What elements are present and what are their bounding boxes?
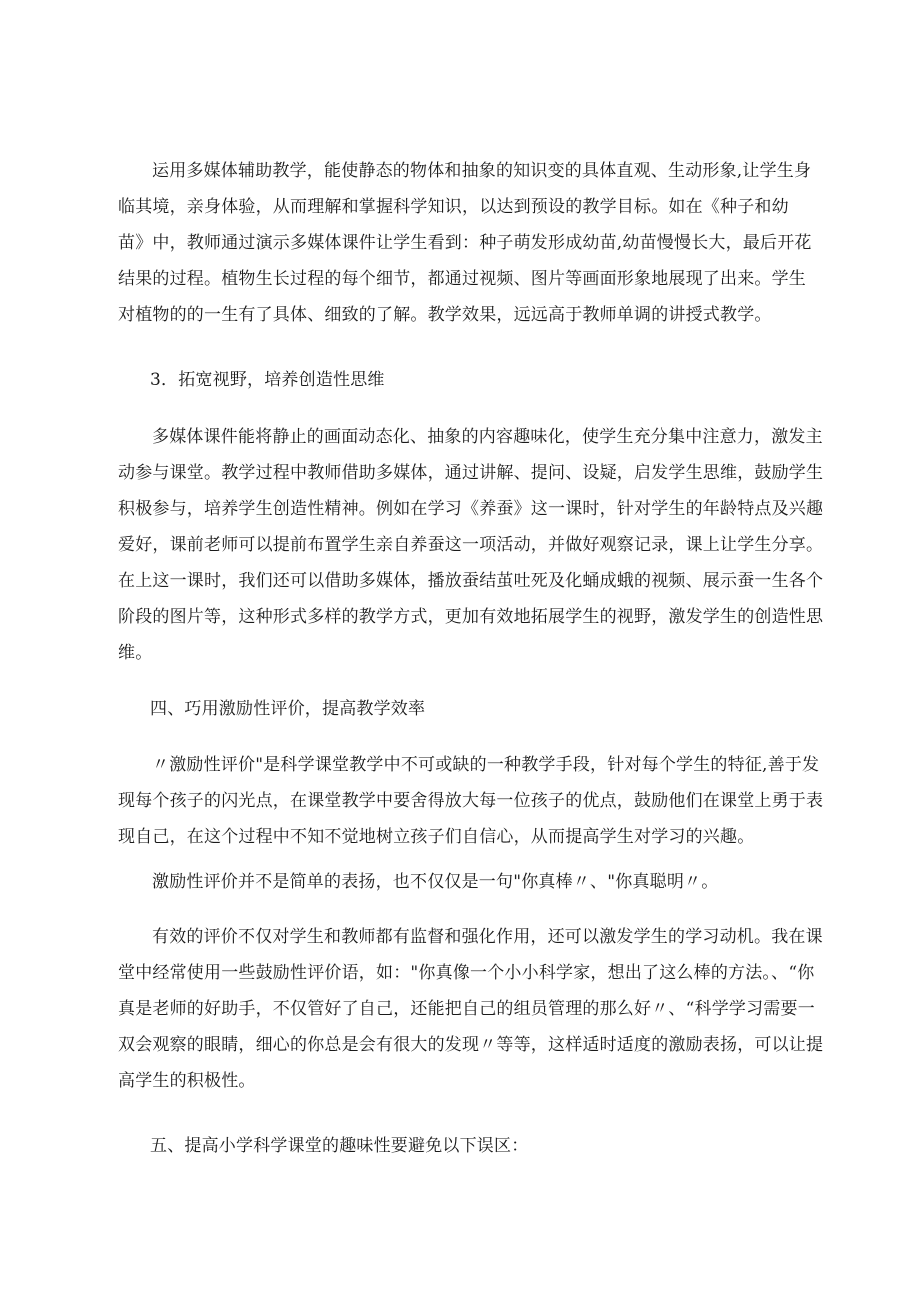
paragraph-5-line-4: 双会观察的眼睛，细心的你总是会有很大的发现〃等等，这样适时适度的激励表扬，可以让提 — [118, 1035, 824, 1055]
paragraph-3-line-3: 现自己，在这个过程中不知不觉地树立孩子们自信心，从而提高学生对学习的兴趣。 — [118, 827, 755, 847]
paragraph-2-line-7: 维。 — [118, 643, 153, 663]
paragraph-2-line-4: 爱好，课前老师可以提前布置学生亲自养蚕这一项活动，并做好观察记录，课上让学生分享。 — [118, 535, 824, 555]
paragraph-5-line-5: 高学生的积极性。 — [118, 1071, 256, 1091]
paragraph-2-line-6: 阶段的图片等，这种形式多样的教学方式，更加有效地拓展学生的视野，激发学生的创造性思 — [118, 607, 824, 627]
paragraph-3-line-1: 〃激励性评价"是科学课堂教学中不可或缺的一种教学手段，针对每个学生的特征,善于发 — [152, 755, 820, 775]
paragraph-2-line-5: 在上这一课时，我们还可以借助多媒体，播放蚕结茧吐死及化蛹成蛾的视频、展示蚕一生各个 — [118, 571, 824, 591]
section-heading-3: 3．拓宽视野，培养创造性思维 — [150, 370, 385, 390]
paragraph-2-line-3: 积极参与，培养学生创造性精神。例如在学习《养蚕》这一课时，针对学生的年龄特点及兴趣 — [118, 499, 824, 519]
paragraph-5-line-2: 堂中经常使用一些鼓励性评价语，如："你真像一个小小科学家，想出了这么棒的方法。、“你 — [118, 963, 815, 983]
paragraph-3-line-2: 现每个孩子的闪光点，在课堂教学中要舍得放大每一位孩子的优点，鼓励他们在课堂上勇于表 — [118, 791, 824, 811]
paragraph-2-line-2: 动参与课堂。教学过程中教师借助多媒体，通过讲解、提问、设疑，启发学生思维，鼓励学生 — [118, 463, 824, 483]
paragraph-2-line-1: 多媒体课件能将静止的画面动态化、抽象的内容趣味化，使学生充分集中注意力，激发主 — [152, 427, 823, 447]
paragraph-1-line-5: 对植物的的一生有了具体、细致的了解。教学效果，远远高于教师单调的讲授式教学。 — [118, 305, 772, 325]
paragraph-5-line-1: 有效的评价不仅对学生和教师都有监督和强化作用，还可以激发学生的学习动机。我在课 — [152, 927, 823, 947]
paragraph-1-line-1: 运用多媒体辅助教学，能使静态的物体和抽象的知识变的具体直观、生动形象,让学生身 — [152, 161, 812, 181]
paragraph-1-line-3: 苗》中，教师通过演示多媒体课件让学生看到：种子萌发形成幼苗,幼苗慢慢长大，最后开花 — [118, 233, 812, 253]
paragraph-4: 激励性评价并不是简单的表扬，也不仅仅是一句"你真棒〃、"你真聪明〃。 — [152, 872, 719, 892]
paragraph-1-line-2: 临其境，亲身体验，从而理解和掌握科学知识，以达到预设的教学目标。如在《种子和幼 — [118, 197, 789, 217]
paragraph-5-line-3: 真是老师的好助手，不仅管好了自己，还能把自己的组员管理的那么好〃、“科学学习需要一 — [118, 999, 815, 1019]
section-heading-5: 五、提高小学科学课堂的趣味性要避免以下误区： — [150, 1136, 529, 1156]
section-heading-4: 四、巧用激励性评价，提高教学效率 — [150, 699, 426, 719]
paragraph-1-line-4: 结果的过程。植物生长过程的每个细节，都通过视频、图片等画面形象地展现了出来。学生 — [118, 269, 806, 289]
